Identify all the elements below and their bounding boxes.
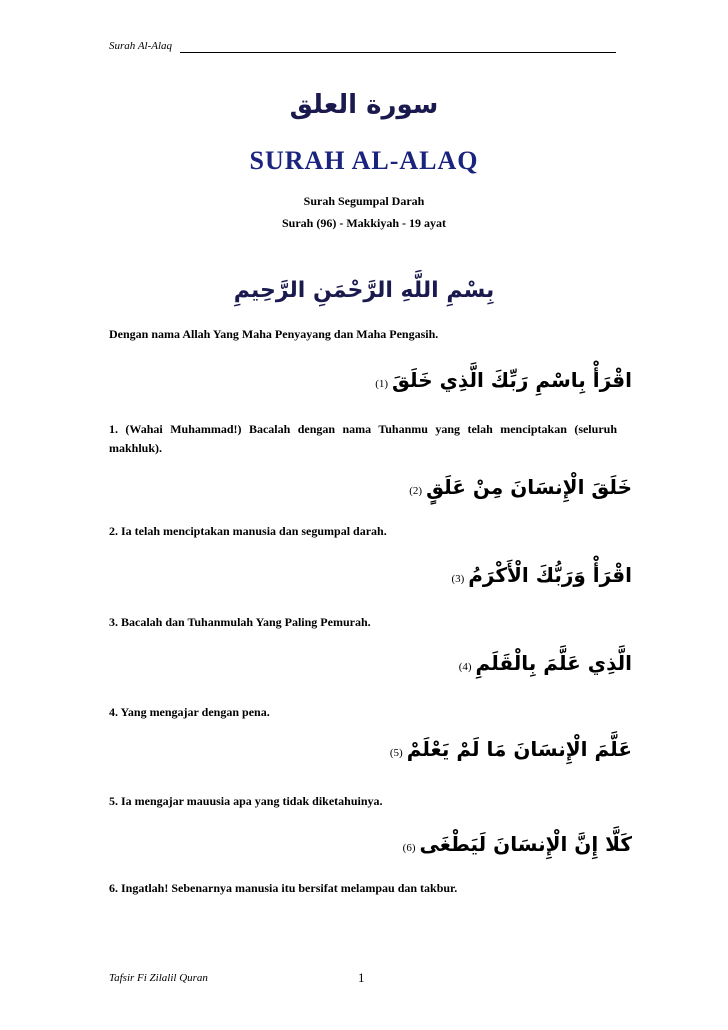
verse-translation: 5. Ia mengajar mauusia apa yang tidak diketahuinya. xyxy=(109,794,383,808)
verse-translation: 6. Ingatlah! Sebenarnya manusia itu bersifat melampau dan takbur. xyxy=(109,881,458,895)
verse-translation: 4. Yang mengajar dengan pena. xyxy=(109,705,270,719)
verse-arabic xyxy=(375,368,632,392)
verse-arabic-text: ﺍﻗْﺮَﺃْ ﺑِﺎﺳْﻢِ ﺭَﺑِّﻚَ ﺍﻟَّﺬِﻱ ﺧَﻠَﻖَ xyxy=(392,368,632,392)
verse-arabic-text: ﻋَﻠَّﻢَ ﺍﻟْﺈِﻧﺴَﺎﻥَ ﻣَﺎ ﻟَﻢْ ﻳَﻌْﻠَﻢْ xyxy=(406,737,632,761)
footer-book-title: Tafsir Fi Zilalil Quran xyxy=(109,972,208,984)
verse-number: (4) xyxy=(458,661,472,673)
bismillah-translation: Dengan nama Allah Yang Maha Penyayang dan Maha Pengasih. xyxy=(109,327,439,341)
verse-translation: 3. Bacalah dan Tuhanmulah Yang Paling Pemurah. xyxy=(109,615,371,629)
verse-arabic-text: ﻛَﻠَّﺎ ﺇِﻥَّ ﺍﻟْﺈِﻧﺴَﺎﻥَ ﻟَﻴَﻄْﻐَﻰ xyxy=(419,832,632,856)
arabic-surah-title: ﺳﻮﺭﺓ ﺍﻟﻌﻠﻖ xyxy=(289,90,439,120)
header-rule xyxy=(180,52,616,53)
verse-number: (3) xyxy=(451,573,465,585)
bismillah-arabic: ﺑِﺴْﻢِ ﺍﻟﻠَّﻪِ ﺍﻟﺮَّﺣْﻤَﻦِ ﺍﻟﺮَّﺣِﻴﻢِ xyxy=(233,278,495,303)
verse-translation: 2. Ia telah menciptakan manusia dan segumpal darah. xyxy=(109,524,387,538)
verse-number: (1) xyxy=(375,378,389,390)
running-header: Surah Al-Alaq xyxy=(109,40,173,52)
verse-arabic xyxy=(451,563,632,587)
verse-arabic xyxy=(409,475,632,499)
verse-number: (2) xyxy=(409,485,423,497)
verse-arabic-text: ﺍﻟَّﺬِﻱ ﻋَﻠَّﻢَ ﺑِﺎﻟْﻘَﻠَﻢِ xyxy=(475,651,632,675)
surah-title: SURAH AL-ALAQ xyxy=(249,146,479,175)
page-number: 1 xyxy=(358,970,365,985)
verse-arabic-text: ﺧَﻠَﻖَ ﺍﻟْﺈِﻧﺴَﺎﻥَ ﻣِﻦْ ﻋَﻠَﻖٍ xyxy=(426,475,632,499)
verse-arabic xyxy=(403,832,632,856)
surah-subtitle: Surah Segumpal Darah xyxy=(303,194,425,208)
verse-arabic xyxy=(390,737,632,761)
verse-number: (5) xyxy=(389,747,403,759)
surah-info: Surah (96) - Makkiyah - 19 ayat xyxy=(281,216,446,230)
verse-arabic-text: ﺍﻗْﺮَﺃْ ﻭَﺭَﺑُّﻚَ ﺍﻟْﺄَﻛْﺮَﻡُ xyxy=(468,563,632,587)
verse-translation: 1. (Wahai Muhammad!) Bacalah dengan nama Tuhanmu yang telah menciptakan (seluruh makhluk). xyxy=(109,422,617,455)
verse-arabic xyxy=(459,651,632,675)
verse-number: (6) xyxy=(402,842,416,854)
